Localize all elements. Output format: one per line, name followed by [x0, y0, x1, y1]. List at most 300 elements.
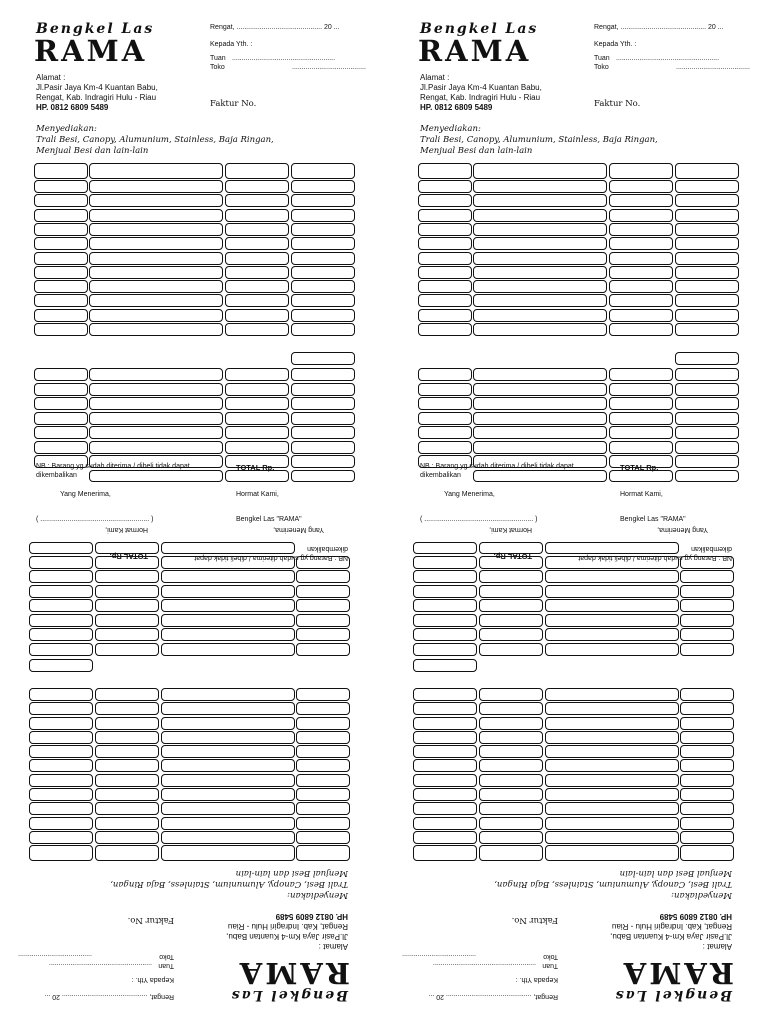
table-cell[interactable]	[418, 280, 472, 293]
table-cell[interactable]	[413, 614, 477, 627]
table-cell[interactable]	[89, 237, 223, 250]
table-cell[interactable]	[225, 368, 289, 381]
table-cell[interactable]	[680, 817, 734, 830]
table-cell[interactable]	[95, 585, 159, 598]
table-cell[interactable]	[95, 817, 159, 830]
table-cell[interactable]	[609, 237, 673, 250]
table-cell[interactable]	[225, 280, 289, 293]
table-cell[interactable]	[479, 760, 543, 773]
table-cell[interactable]	[609, 294, 673, 307]
table-cell[interactable]	[29, 760, 93, 773]
table-header-cell	[291, 163, 355, 179]
table-cell[interactable]	[418, 194, 472, 207]
table-cell[interactable]	[34, 309, 88, 322]
table-cell[interactable]	[225, 309, 289, 322]
table-cell[interactable]	[473, 294, 607, 307]
table-cell[interactable]	[479, 831, 543, 844]
table-cell[interactable]	[29, 745, 93, 758]
table-cell[interactable]	[413, 831, 477, 844]
table-cell[interactable]	[413, 717, 477, 730]
table-cell[interactable]	[161, 571, 295, 584]
table-cell[interactable]	[675, 180, 739, 193]
table-cell[interactable]	[161, 802, 295, 815]
table-cell[interactable]	[34, 266, 88, 279]
table-cell[interactable]	[161, 774, 295, 787]
table-cell[interactable]	[34, 194, 88, 207]
brand-name: RAMA	[236, 956, 350, 990]
table-cell[interactable]	[413, 643, 477, 656]
supply-line: Menjual Besi dan lain-lain	[619, 868, 732, 878]
table-cell[interactable]	[291, 180, 355, 193]
table-cell[interactable]	[418, 323, 472, 336]
table-cell[interactable]	[413, 688, 477, 701]
table-cell[interactable]	[296, 717, 350, 730]
table-cell[interactable]	[29, 831, 93, 844]
table-cell[interactable]	[296, 614, 350, 627]
table-cell[interactable]	[296, 702, 350, 715]
table-cell[interactable]	[680, 760, 734, 773]
table-cell[interactable]	[34, 223, 88, 236]
table-cell[interactable]	[479, 788, 543, 801]
table-cell[interactable]	[291, 309, 355, 322]
table-cell[interactable]	[609, 223, 673, 236]
table-cell[interactable]	[95, 614, 159, 627]
table-cell[interactable]	[680, 831, 734, 844]
table-cell[interactable]	[473, 252, 607, 265]
table-cell[interactable]	[609, 441, 673, 454]
table-cell[interactable]	[89, 323, 223, 336]
table-cell[interactable]	[34, 368, 88, 381]
table-cell[interactable]	[545, 643, 679, 656]
table-cell[interactable]	[161, 702, 295, 715]
table-cell[interactable]	[296, 788, 350, 801]
table-cell[interactable]	[225, 397, 289, 410]
table-cell[interactable]	[291, 455, 355, 468]
table-cell[interactable]	[95, 688, 159, 701]
brand-name: RAMA	[34, 34, 148, 68]
table-cell[interactable]	[95, 760, 159, 773]
table-cell[interactable]	[680, 643, 734, 656]
faktur-label: Faktur No.	[594, 99, 641, 109]
table-cell[interactable]	[225, 323, 289, 336]
table-cell[interactable]	[29, 556, 93, 569]
table-cell[interactable]	[34, 323, 88, 336]
table-cell[interactable]	[413, 817, 477, 830]
table-cell[interactable]	[675, 455, 739, 468]
table-header-cell	[95, 845, 159, 861]
table-cell[interactable]	[418, 368, 472, 381]
table-cell[interactable]	[675, 294, 739, 307]
table-cell[interactable]	[296, 731, 350, 744]
table-cell[interactable]	[291, 223, 355, 236]
table-cell[interactable]	[418, 266, 472, 279]
table-cell[interactable]	[34, 180, 88, 193]
table-cell[interactable]	[291, 441, 355, 454]
to-label: Kepada Yth. :	[515, 976, 558, 983]
table-cell[interactable]	[609, 180, 673, 193]
table-cell[interactable]	[225, 383, 289, 396]
table-cell[interactable]	[95, 788, 159, 801]
table-cell[interactable]	[95, 831, 159, 844]
table-cell[interactable]	[479, 731, 543, 744]
table-cell[interactable]	[296, 831, 350, 844]
table-cell[interactable]	[89, 426, 223, 439]
table-cell[interactable]	[29, 629, 93, 642]
table-cell[interactable]	[418, 237, 472, 250]
table-cell[interactable]	[413, 571, 477, 584]
table-cell[interactable]	[545, 745, 679, 758]
table-cell[interactable]	[95, 600, 159, 613]
table-cell[interactable]	[161, 760, 295, 773]
table-cell[interactable]	[225, 252, 289, 265]
table-cell[interactable]	[609, 194, 673, 207]
table-cell[interactable]	[225, 294, 289, 307]
table-cell[interactable]	[161, 717, 295, 730]
table-cell[interactable]	[161, 600, 295, 613]
table-cell[interactable]	[413, 774, 477, 787]
table-cell[interactable]	[675, 209, 739, 222]
table-cell[interactable]	[545, 717, 679, 730]
table-cell[interactable]	[473, 194, 607, 207]
table-cell[interactable]	[29, 571, 93, 584]
table-cell[interactable]	[413, 731, 477, 744]
table-cell[interactable]	[545, 760, 679, 773]
table-cell[interactable]	[675, 309, 739, 322]
brand-name: RAMA	[418, 34, 532, 68]
table-cell[interactable]	[413, 702, 477, 715]
table-cell[interactable]	[34, 383, 88, 396]
address-block	[226, 911, 348, 951]
table-cell[interactable]	[95, 571, 159, 584]
table-cell[interactable]	[34, 426, 88, 439]
table-cell[interactable]	[473, 426, 607, 439]
table-cell[interactable]	[545, 774, 679, 787]
table-cell[interactable]	[680, 629, 734, 642]
table-cell[interactable]	[291, 194, 355, 207]
table-cell[interactable]	[225, 180, 289, 193]
table-cell[interactable]	[479, 774, 543, 787]
table-cell[interactable]	[29, 614, 93, 627]
table-cell[interactable]	[291, 323, 355, 336]
table-cell[interactable]	[473, 237, 607, 250]
table-cell[interactable]	[675, 194, 739, 207]
table-cell[interactable]	[545, 600, 679, 613]
table-cell[interactable]	[413, 629, 477, 642]
table-cell[interactable]	[413, 659, 477, 672]
table-cell[interactable]	[89, 252, 223, 265]
table-cell[interactable]	[545, 831, 679, 844]
table-cell[interactable]	[680, 688, 734, 701]
tuan-dots: .....................................................	[616, 55, 720, 62]
total-cell[interactable]	[675, 470, 739, 482]
table-cell[interactable]	[34, 441, 88, 454]
table-cell[interactable]	[413, 745, 477, 758]
table-cell[interactable]	[675, 352, 739, 365]
table-cell[interactable]	[296, 774, 350, 787]
table-cell[interactable]	[680, 717, 734, 730]
table-cell[interactable]	[29, 817, 93, 830]
table-cell[interactable]	[479, 702, 543, 715]
table-cell[interactable]	[95, 717, 159, 730]
table-cell[interactable]	[609, 209, 673, 222]
table-cell[interactable]	[473, 368, 607, 381]
table-cell[interactable]	[479, 688, 543, 701]
table-cell[interactable]	[161, 788, 295, 801]
table-cell[interactable]	[680, 600, 734, 613]
table-cell[interactable]	[675, 323, 739, 336]
table-cell[interactable]	[545, 614, 679, 627]
table-cell[interactable]	[296, 817, 350, 830]
table-cell[interactable]	[89, 223, 223, 236]
table-cell[interactable]	[34, 280, 88, 293]
table-cell[interactable]	[161, 745, 295, 758]
table-cell[interactable]	[545, 571, 679, 584]
table-cell[interactable]	[89, 180, 223, 193]
table-cell[interactable]	[473, 209, 607, 222]
table-cell[interactable]	[95, 643, 159, 656]
table-cell[interactable]	[291, 412, 355, 425]
supply-line: Trali Besi, Canopy, Alumunium, Stainless, Baja Ringan,	[110, 879, 348, 889]
table-cell[interactable]	[680, 745, 734, 758]
table-cell[interactable]	[413, 600, 477, 613]
table-cell[interactable]	[161, 614, 295, 627]
table-cell[interactable]	[225, 412, 289, 425]
table-cell[interactable]	[161, 585, 295, 598]
table-cell[interactable]	[34, 412, 88, 425]
table-cell[interactable]	[296, 802, 350, 815]
table-cell[interactable]	[545, 688, 679, 701]
table-cell[interactable]	[29, 659, 93, 672]
table-cell[interactable]	[296, 571, 350, 584]
table-cell[interactable]	[291, 252, 355, 265]
table-cell[interactable]	[675, 368, 739, 381]
table-cell[interactable]	[680, 788, 734, 801]
table-cell[interactable]	[89, 412, 223, 425]
table-cell[interactable]	[609, 397, 673, 410]
table-cell[interactable]	[95, 731, 159, 744]
table-cell[interactable]	[413, 760, 477, 773]
table-cell[interactable]	[225, 223, 289, 236]
faktur-label: Faktur No.	[511, 915, 558, 925]
total-cell[interactable]	[291, 470, 355, 482]
supply-block	[494, 867, 732, 900]
table-cell[interactable]	[161, 688, 295, 701]
table-cell[interactable]	[418, 252, 472, 265]
table-cell[interactable]	[418, 180, 472, 193]
table-cell[interactable]	[473, 266, 607, 279]
table-cell[interactable]	[89, 368, 223, 381]
table-cell[interactable]	[609, 323, 673, 336]
table-cell[interactable]	[161, 731, 295, 744]
table-cell[interactable]	[296, 629, 350, 642]
table-cell[interactable]	[291, 266, 355, 279]
total-cell[interactable]	[413, 542, 477, 554]
table-cell[interactable]	[473, 323, 607, 336]
table-cell[interactable]	[545, 731, 679, 744]
table-cell[interactable]	[545, 802, 679, 815]
table-cell[interactable]	[473, 309, 607, 322]
table-cell[interactable]	[418, 441, 472, 454]
table-cell[interactable]	[291, 237, 355, 250]
table-cell[interactable]	[89, 441, 223, 454]
table-cell[interactable]	[34, 209, 88, 222]
table-cell[interactable]	[418, 412, 472, 425]
table-cell[interactable]	[479, 585, 543, 598]
table-cell[interactable]	[675, 237, 739, 250]
table-cell[interactable]	[296, 760, 350, 773]
table-cell[interactable]	[89, 294, 223, 307]
table-cell[interactable]	[609, 280, 673, 293]
table-cell[interactable]	[473, 280, 607, 293]
table-cell[interactable]	[680, 802, 734, 815]
table-cell[interactable]	[29, 717, 93, 730]
table-header-cell	[34, 163, 88, 179]
table-cell[interactable]	[89, 194, 223, 207]
table-cell[interactable]	[34, 252, 88, 265]
table-cell[interactable]	[675, 266, 739, 279]
table-cell[interactable]	[680, 702, 734, 715]
table-cell[interactable]	[29, 600, 93, 613]
table-cell[interactable]	[473, 223, 607, 236]
table-cell[interactable]	[479, 745, 543, 758]
table-cell[interactable]	[95, 702, 159, 715]
table-cell[interactable]	[418, 209, 472, 222]
table-cell[interactable]	[291, 294, 355, 307]
table-cell[interactable]	[545, 817, 679, 830]
table-cell[interactable]	[29, 731, 93, 744]
table-cell[interactable]	[680, 774, 734, 787]
table-cell[interactable]	[418, 397, 472, 410]
table-cell[interactable]	[413, 788, 477, 801]
table-cell[interactable]	[95, 774, 159, 787]
table-cell[interactable]	[609, 383, 673, 396]
table-cell[interactable]	[89, 280, 223, 293]
table-cell[interactable]	[225, 426, 289, 439]
table-cell[interactable]	[675, 426, 739, 439]
table-cell[interactable]	[296, 643, 350, 656]
table-cell[interactable]	[675, 383, 739, 396]
table-cell[interactable]	[680, 571, 734, 584]
table-cell[interactable]	[609, 266, 673, 279]
table-cell[interactable]	[479, 614, 543, 627]
table-cell[interactable]	[291, 352, 355, 365]
table-cell[interactable]	[34, 397, 88, 410]
table-cell[interactable]	[413, 585, 477, 598]
table-cell[interactable]	[479, 600, 543, 613]
table-cell[interactable]	[473, 180, 607, 193]
table-cell[interactable]	[418, 426, 472, 439]
table-cell[interactable]	[609, 368, 673, 381]
table-cell[interactable]	[545, 629, 679, 642]
table-cell[interactable]	[479, 817, 543, 830]
table-cell[interactable]	[473, 383, 607, 396]
table-cell[interactable]	[34, 294, 88, 307]
table-cell[interactable]	[225, 266, 289, 279]
table-header-cell	[609, 163, 673, 179]
table-cell[interactable]	[545, 702, 679, 715]
table-cell[interactable]	[89, 309, 223, 322]
table-cell[interactable]	[545, 788, 679, 801]
table-cell[interactable]	[95, 802, 159, 815]
table-cell[interactable]	[675, 397, 739, 410]
table-cell[interactable]	[675, 412, 739, 425]
table-cell[interactable]	[161, 817, 295, 830]
table-cell[interactable]	[413, 802, 477, 815]
table-cell[interactable]	[296, 600, 350, 613]
table-cell[interactable]	[225, 441, 289, 454]
table-cell[interactable]	[296, 585, 350, 598]
table-cell[interactable]	[479, 802, 543, 815]
table-cell[interactable]	[291, 368, 355, 381]
table-cell[interactable]	[675, 223, 739, 236]
table-cell[interactable]	[161, 643, 295, 656]
table-cell[interactable]	[418, 309, 472, 322]
table-cell[interactable]	[296, 745, 350, 758]
table-cell[interactable]	[291, 280, 355, 293]
table-cell[interactable]	[479, 643, 543, 656]
table-cell[interactable]	[225, 209, 289, 222]
table-cell[interactable]	[29, 585, 93, 598]
table-cell[interactable]	[29, 788, 93, 801]
table-cell[interactable]	[680, 614, 734, 627]
table-cell[interactable]	[95, 745, 159, 758]
table-cell[interactable]	[545, 585, 679, 598]
table-cell[interactable]	[418, 383, 472, 396]
table-cell[interactable]	[609, 309, 673, 322]
table-cell[interactable]	[89, 397, 223, 410]
table-cell[interactable]	[479, 629, 543, 642]
table-cell[interactable]	[473, 412, 607, 425]
table-cell[interactable]	[675, 280, 739, 293]
table-cell[interactable]	[161, 629, 295, 642]
table-cell[interactable]	[675, 441, 739, 454]
table-cell[interactable]	[29, 688, 93, 701]
table-cell[interactable]	[296, 688, 350, 701]
table-cell[interactable]	[34, 237, 88, 250]
table-cell[interactable]	[479, 571, 543, 584]
address-line: Jl.Pasir Jaya Km-4 Kuantan Babu,	[610, 932, 732, 941]
table-cell[interactable]	[473, 397, 607, 410]
table-cell[interactable]	[29, 802, 93, 815]
table-cell[interactable]	[225, 194, 289, 207]
table-cell[interactable]	[473, 441, 607, 454]
table-cell[interactable]	[89, 209, 223, 222]
table-cell[interactable]	[161, 831, 295, 844]
table-cell[interactable]	[609, 426, 673, 439]
table-cell[interactable]	[413, 556, 477, 569]
table-cell[interactable]	[680, 731, 734, 744]
table-cell[interactable]	[89, 383, 223, 396]
table-cell[interactable]	[29, 643, 93, 656]
table-cell[interactable]	[479, 717, 543, 730]
table-cell[interactable]	[225, 237, 289, 250]
table-cell[interactable]	[89, 266, 223, 279]
table-cell[interactable]	[675, 252, 739, 265]
table-cell[interactable]	[609, 412, 673, 425]
table-cell[interactable]	[291, 397, 355, 410]
total-cell[interactable]	[29, 542, 93, 554]
table-cell[interactable]	[680, 585, 734, 598]
table-cell[interactable]	[418, 294, 472, 307]
table-cell[interactable]	[418, 223, 472, 236]
table-cell[interactable]	[291, 209, 355, 222]
table-cell[interactable]	[609, 252, 673, 265]
table-cell[interactable]	[291, 383, 355, 396]
table-cell[interactable]	[95, 629, 159, 642]
table-cell[interactable]	[291, 426, 355, 439]
table-cell[interactable]	[29, 702, 93, 715]
table-cell[interactable]	[29, 774, 93, 787]
